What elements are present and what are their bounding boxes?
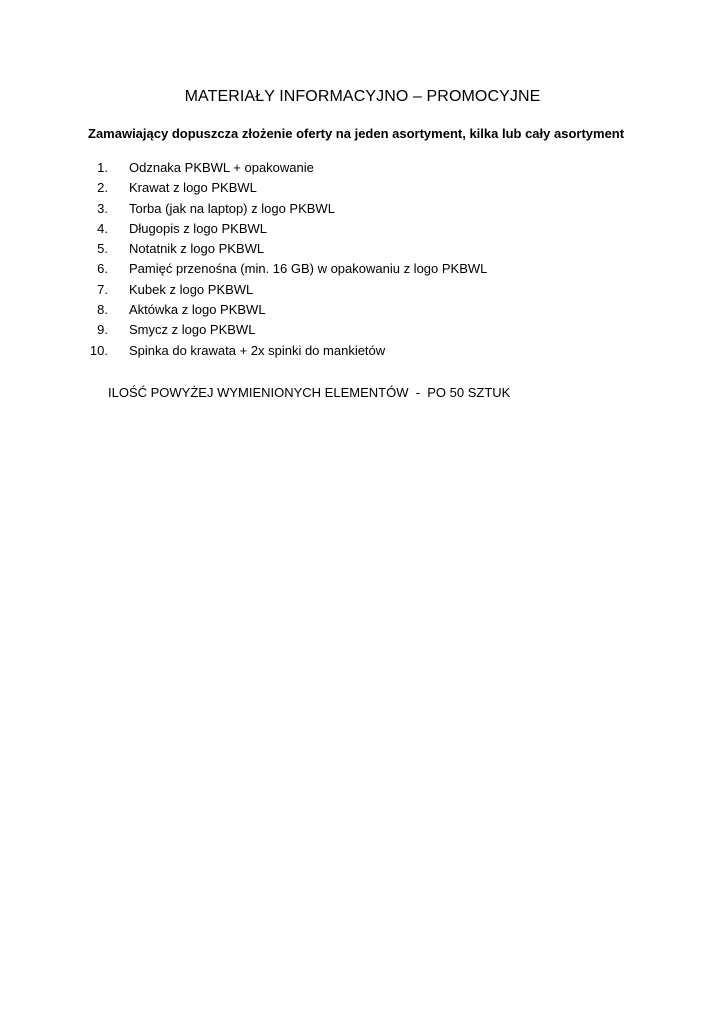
list-item bbox=[88, 280, 254, 300]
list-item-number: 1. bbox=[97, 160, 108, 175]
list-item-text: Notatnik z logo PKBWL bbox=[129, 241, 265, 257]
list-item-text: Kubek z logo PKBWL bbox=[129, 281, 254, 297]
list-item bbox=[88, 239, 265, 259]
list-item bbox=[88, 259, 488, 279]
list-item-number: 10. bbox=[89, 342, 108, 358]
list-item bbox=[88, 178, 257, 198]
list-item bbox=[88, 199, 335, 219]
list-item-text: Smycz z logo PKBWL bbox=[129, 322, 256, 338]
list-item-number: 6. bbox=[97, 261, 108, 277]
list-item bbox=[88, 158, 314, 178]
list-item-number: 5. bbox=[97, 241, 108, 257]
quantity-note: ILOŚĆ POWYŻEJ WYMIENIONYCH ELEMENTÓW - PO 50 SZTUK bbox=[108, 385, 511, 400]
list-item-number: 9. bbox=[97, 322, 108, 338]
list-item-text: Spinka do krawata + 2x spinki do mankietów bbox=[129, 342, 386, 358]
list-item-number: 3. bbox=[97, 200, 108, 216]
list-item-number: 2. bbox=[97, 180, 108, 196]
document-subtitle: Zamawiający dopuszcza złożenie oferty na jeden asortyment, kilka lub cały asortyment bbox=[88, 126, 625, 141]
list-item-text: Odznaka PKBWL + opakowanie bbox=[129, 160, 314, 175]
list-item bbox=[88, 300, 266, 320]
list-item-text: Torba (jak na laptop) z logo PKBWL bbox=[129, 200, 335, 216]
list-item bbox=[88, 219, 268, 239]
list-item bbox=[88, 320, 256, 340]
document-title: MATERIAŁY INFORMACYJNO – PROMOCYJNE bbox=[184, 88, 541, 105]
list-item-text: Krawat z logo PKBWL bbox=[129, 180, 257, 196]
item-list bbox=[88, 158, 488, 361]
list-item-text: Aktówka z logo PKBWL bbox=[129, 302, 266, 318]
list-item-number: 7. bbox=[97, 281, 108, 297]
list-item-number: 4. bbox=[97, 220, 108, 236]
list-item-text: Pamięć przenośna (min. 16 GB) w opakowaniu z logo PKBWL bbox=[129, 261, 488, 277]
list-item bbox=[88, 341, 386, 361]
list-item-number: 8. bbox=[97, 302, 108, 318]
list-item-text: Długopis z logo PKBWL bbox=[129, 220, 268, 236]
